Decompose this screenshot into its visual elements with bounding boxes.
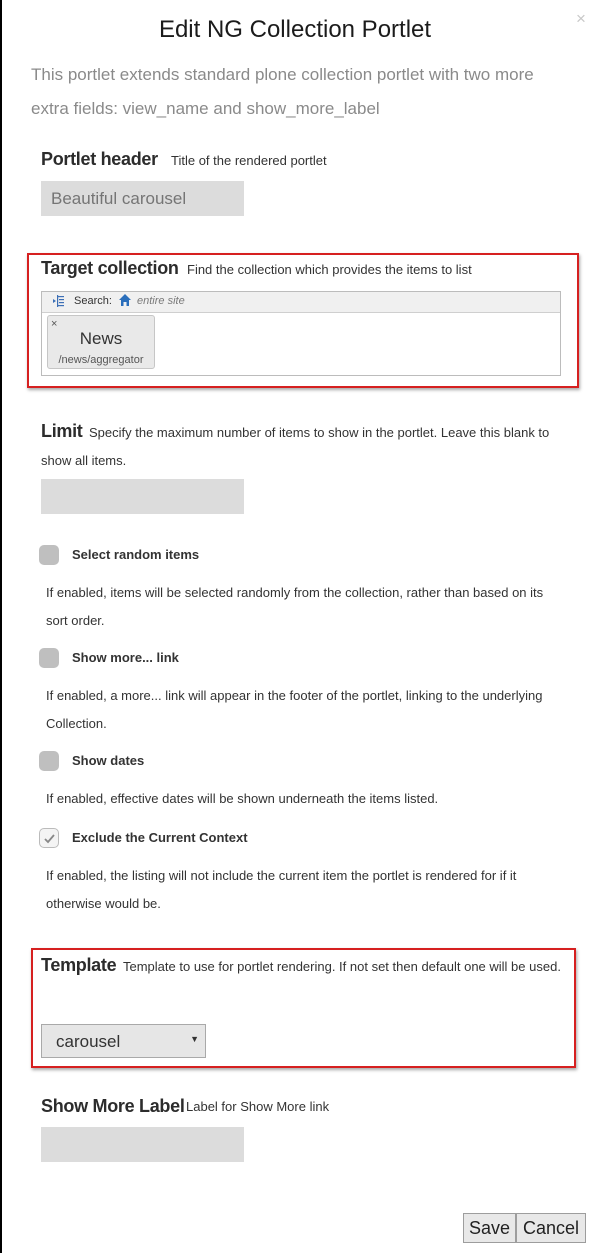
search-label: Search: xyxy=(74,295,112,307)
dropdown-arrow-icon: ▼ xyxy=(190,1034,199,1044)
cancel-button[interactable]: Cancel xyxy=(516,1213,586,1243)
target-collection-help: Find the collection which provides the items to list xyxy=(187,262,472,277)
random-items-help: If enabled, items will be selected randomly from the collection, rather than based on its sort order. xyxy=(46,585,544,628)
exclude-context-help: If enabled, the listing will not include the current item the portlet is rendered for if it otherwise would be. xyxy=(46,868,517,911)
show-more-label-input[interactable] xyxy=(41,1127,244,1162)
show-more-checkbox[interactable] xyxy=(39,648,59,668)
tree-icon[interactable] xyxy=(52,294,66,311)
save-button[interactable]: Save xyxy=(463,1213,516,1243)
search-bar xyxy=(42,292,560,313)
show-dates-checkbox[interactable] xyxy=(39,751,59,771)
show-more-label[interactable]: Show more... link xyxy=(72,650,179,665)
template-label: Template xyxy=(41,955,117,975)
home-icon[interactable] xyxy=(118,293,132,310)
show-dates-help: If enabled, effective dates will be shown underneath the items listed. xyxy=(46,791,439,806)
template-selected-value: carousel xyxy=(56,1032,121,1051)
template-help: Template to use for portlet rendering. If not set then default one will be used. xyxy=(123,959,561,974)
close-icon[interactable]: × xyxy=(576,9,586,28)
limit-input[interactable] xyxy=(41,479,244,514)
portlet-header-input[interactable] xyxy=(41,181,244,216)
limit-label: Limit xyxy=(41,421,83,441)
show-more-label-help: Label for Show More link xyxy=(186,1099,330,1114)
remove-icon[interactable]: × xyxy=(51,318,58,330)
selected-item-title: News xyxy=(79,329,123,348)
show-more-label-label: Show More Label xyxy=(41,1096,185,1116)
template-select[interactable] xyxy=(41,1024,206,1058)
selected-collection-item[interactable] xyxy=(47,315,155,369)
portlet-header-label: Portlet header xyxy=(41,149,158,169)
left-border xyxy=(0,0,2,1253)
random-items-label[interactable]: Select random items xyxy=(72,547,200,562)
random-items-checkbox[interactable] xyxy=(39,545,59,565)
target-collection-label: Target collection xyxy=(41,258,179,278)
dialog-title: Edit NG Collection Portlet xyxy=(158,16,432,43)
limit-help: Specify the maximum number of items to show in the portlet. Leave this blank to show all items. xyxy=(41,425,550,468)
checkmark-icon xyxy=(43,832,56,845)
related-items-widget[interactable] xyxy=(41,291,561,376)
portlet-header-help: Title of the rendered portlet xyxy=(171,153,327,168)
selected-item-path: /news/aggregator xyxy=(58,354,144,366)
search-scope[interactable]: entire site xyxy=(137,295,185,307)
show-dates-label[interactable]: Show dates xyxy=(72,753,145,768)
exclude-context-checkbox[interactable] xyxy=(39,828,59,848)
exclude-context-label[interactable]: Exclude the Current Context xyxy=(72,830,248,845)
dialog-description: This portlet extends standard plone collection portlet with two more extra fields: view_name and show_more_label xyxy=(31,65,534,118)
show-more-help: If enabled, a more... link will appear in the footer of the portlet, linking to the underlying Collection. xyxy=(46,688,543,731)
